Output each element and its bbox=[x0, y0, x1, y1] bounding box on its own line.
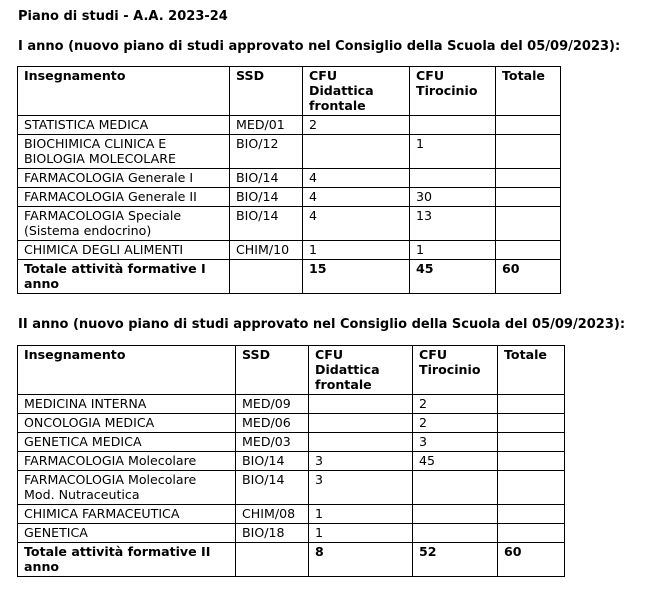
column-header-ssd: SSD bbox=[230, 67, 303, 116]
cell-total bbox=[498, 471, 565, 505]
cell-ssd: CHIM/10 bbox=[230, 241, 303, 260]
cell-course: STATISTICA MEDICA bbox=[18, 116, 230, 135]
cell-cfu-lecture: 1 bbox=[303, 241, 410, 260]
cell-cfu-internship: 1 bbox=[410, 241, 496, 260]
document-title: Piano di studi - A.A. 2023-24 bbox=[18, 9, 228, 24]
cell-course: MEDICINA INTERNA bbox=[18, 395, 236, 414]
cell-cfu-lecture: 1 bbox=[309, 524, 413, 543]
column-header-total: Totale bbox=[496, 67, 561, 116]
cell-ssd: MED/06 bbox=[236, 414, 309, 433]
study-plan-table-year-2 bbox=[17, 345, 565, 577]
cell-course: BIOCHIMICA CLINICA E BIOLOGIA MOLECOLARE bbox=[18, 135, 230, 169]
cell-total bbox=[498, 414, 565, 433]
table-row bbox=[18, 414, 565, 433]
cell-cfu-internship bbox=[413, 524, 498, 543]
cell-cfu-lecture: 15 bbox=[303, 260, 410, 294]
cell-course: ONCOLOGIA MEDICA bbox=[18, 414, 236, 433]
cell-total: 60 bbox=[496, 260, 561, 294]
table-total-row bbox=[18, 543, 565, 577]
cell-cfu-lecture: 3 bbox=[309, 471, 413, 505]
cell-ssd: BIO/14 bbox=[236, 471, 309, 505]
table-row bbox=[18, 452, 565, 471]
cell-course: CHIMICA DEGLI ALIMENTI bbox=[18, 241, 230, 260]
column-header-course: Insegnamento bbox=[18, 67, 230, 116]
table-header-row bbox=[18, 346, 565, 395]
cell-cfu-lecture: 4 bbox=[303, 188, 410, 207]
cell-ssd: BIO/14 bbox=[230, 188, 303, 207]
cell-total bbox=[498, 433, 565, 452]
cell-course: FARMACOLOGIA Molecolare Mod. Nutraceutica bbox=[18, 471, 236, 505]
section-heading-year-1: I anno (nuovo piano di studi approvato nel Consiglio della Scuola del 05/09/2023): bbox=[18, 39, 621, 54]
cell-total bbox=[496, 169, 561, 188]
cell-ssd: MED/09 bbox=[236, 395, 309, 414]
column-header-cfu-lecture: CFU Didattica frontale bbox=[309, 346, 413, 395]
cell-cfu-internship: 13 bbox=[410, 207, 496, 241]
cell-ssd: MED/03 bbox=[236, 433, 309, 452]
cell-cfu-internship: 3 bbox=[413, 433, 498, 452]
column-header-cfu-lecture: CFU Didattica frontale bbox=[303, 67, 410, 116]
cell-cfu-internship bbox=[410, 116, 496, 135]
table-row bbox=[18, 241, 561, 260]
column-header-cfu-internship: CFU Tirocinio bbox=[413, 346, 498, 395]
cell-cfu-lecture bbox=[309, 414, 413, 433]
cell-cfu-internship bbox=[413, 505, 498, 524]
cell-total bbox=[498, 505, 565, 524]
cell-course: GENETICA bbox=[18, 524, 236, 543]
cell-ssd: BIO/18 bbox=[236, 524, 309, 543]
cell-total bbox=[496, 135, 561, 169]
cell-cfu-lecture: 8 bbox=[309, 543, 413, 577]
cell-cfu-internship: 45 bbox=[410, 260, 496, 294]
table-row bbox=[18, 524, 565, 543]
table-row bbox=[18, 505, 565, 524]
cell-cfu-internship: 52 bbox=[413, 543, 498, 577]
cell-cfu-lecture: 4 bbox=[303, 207, 410, 241]
cell-ssd: BIO/14 bbox=[230, 169, 303, 188]
table-row bbox=[18, 207, 561, 241]
column-header-total: Totale bbox=[498, 346, 565, 395]
cell-course: FARMACOLOGIA Generale I bbox=[18, 169, 230, 188]
cell-cfu-lecture: 1 bbox=[309, 505, 413, 524]
cell-cfu-internship: 1 bbox=[410, 135, 496, 169]
cell-total bbox=[498, 395, 565, 414]
cell-cfu-lecture: 2 bbox=[303, 116, 410, 135]
cell-course: FARMACOLOGIA Speciale (Sistema endocrino) bbox=[18, 207, 230, 241]
cell-course: GENETICA MEDICA bbox=[18, 433, 236, 452]
column-header-ssd: SSD bbox=[236, 346, 309, 395]
table-row bbox=[18, 116, 561, 135]
table-row bbox=[18, 135, 561, 169]
cell-cfu-lecture bbox=[309, 433, 413, 452]
study-plan-table-year-1 bbox=[17, 66, 561, 294]
cell-cfu-internship: 2 bbox=[413, 414, 498, 433]
cell-ssd bbox=[230, 260, 303, 294]
cell-course: FARMACOLOGIA Molecolare bbox=[18, 452, 236, 471]
cell-cfu-lecture bbox=[309, 395, 413, 414]
cell-total bbox=[498, 524, 565, 543]
cell-course: Totale attività formative I anno bbox=[18, 260, 230, 294]
cell-cfu-lecture: 4 bbox=[303, 169, 410, 188]
cell-total bbox=[496, 116, 561, 135]
cell-total bbox=[496, 241, 561, 260]
cell-ssd: CHIM/08 bbox=[236, 505, 309, 524]
column-header-course: Insegnamento bbox=[18, 346, 236, 395]
cell-ssd bbox=[236, 543, 309, 577]
cell-cfu-internship: 45 bbox=[413, 452, 498, 471]
cell-cfu-lecture bbox=[303, 135, 410, 169]
cell-ssd: MED/01 bbox=[230, 116, 303, 135]
table-row bbox=[18, 169, 561, 188]
cell-cfu-lecture: 3 bbox=[309, 452, 413, 471]
table-total-row bbox=[18, 260, 561, 294]
cell-total: 60 bbox=[498, 543, 565, 577]
column-header-cfu-internship: CFU Tirocinio bbox=[410, 67, 496, 116]
cell-cfu-internship: 2 bbox=[413, 395, 498, 414]
cell-ssd: BIO/12 bbox=[230, 135, 303, 169]
cell-cfu-internship: 30 bbox=[410, 188, 496, 207]
table-row bbox=[18, 471, 565, 505]
cell-total bbox=[498, 452, 565, 471]
cell-cfu-internship bbox=[410, 169, 496, 188]
cell-ssd: BIO/14 bbox=[230, 207, 303, 241]
cell-total bbox=[496, 207, 561, 241]
cell-total bbox=[496, 188, 561, 207]
table-header-row bbox=[18, 67, 561, 116]
cell-cfu-internship bbox=[413, 471, 498, 505]
cell-course: FARMACOLOGIA Generale II bbox=[18, 188, 230, 207]
cell-course: CHIMICA FARMACEUTICA bbox=[18, 505, 236, 524]
table-row bbox=[18, 433, 565, 452]
cell-ssd: BIO/14 bbox=[236, 452, 309, 471]
table-row bbox=[18, 395, 565, 414]
section-heading-year-2: II anno (nuovo piano di studi approvato nel Consiglio della Scuola del 05/09/2023): bbox=[18, 317, 626, 332]
table-row bbox=[18, 188, 561, 207]
cell-course: Totale attività formative II anno bbox=[18, 543, 236, 577]
